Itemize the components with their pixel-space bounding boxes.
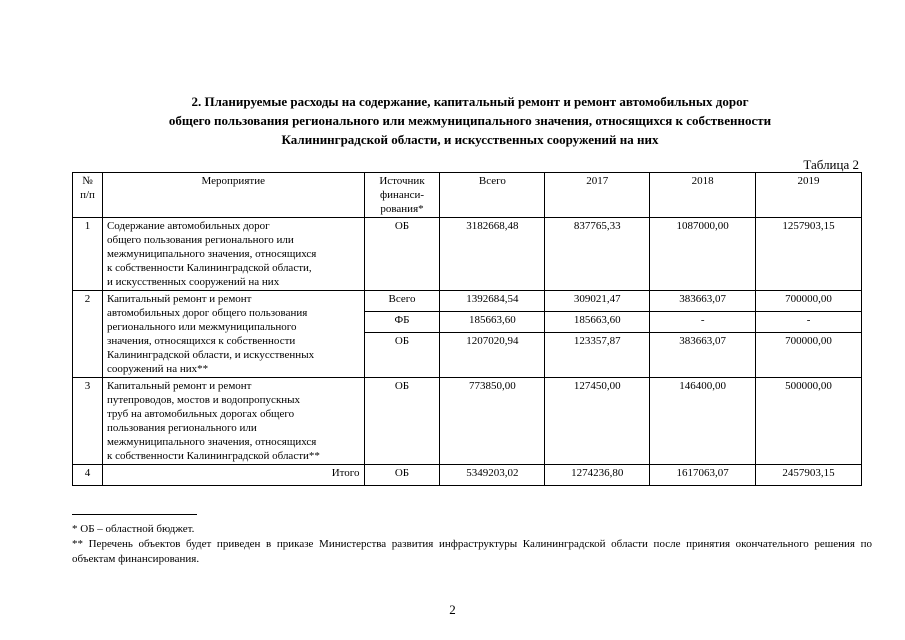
header-event-text: Мероприятие [201,175,265,187]
header-total [440,173,545,218]
row-2-sub-2-2019: - [756,312,862,333]
row-2-event [102,291,364,378]
header-2019 [756,173,862,218]
header-num-text: № п/п [80,175,95,201]
row-1-event [102,218,364,291]
row-3-event-text: Капитальный ремонт и ремонт путепроводов, мостов и водопропускных труб на автомобильных дорогах общего пользования регионального или межмуниципального значения, относящихся к собственности Калининградской области** [106,380,320,462]
document-title [70,92,870,149]
title-line-1: 2. Планируемые расходы на содержание, капитальный ремонт и ремонт автомобильных дорог [191,94,749,109]
table-row [73,378,862,465]
row-1-2017: 837765,33 [545,218,650,291]
row-4-2017: 1274236,80 [545,465,650,486]
header-event [102,173,364,218]
row-2-sub-1-total: 1392684,54 [440,291,545,312]
table-header-row [73,173,862,218]
row-1-2019: 1257903,15 [756,218,862,291]
row-4-source: ОБ [364,465,440,486]
row-1-num: 1 [73,218,103,291]
row-2-sub-1-2019: 700000,00 [756,291,862,312]
title-line-2: общего пользования регионального или межмуниципального значения, относящихся к собственности [168,113,772,128]
row-4-2019: 2457903,15 [756,465,862,486]
footnote-separator [72,514,197,515]
header-num [73,173,103,218]
header-total-text: Всего [478,175,506,187]
header-source [364,173,440,218]
row-2-sub-2-2017: 185663,60 [545,312,650,333]
row-1-source: ОБ [364,218,440,291]
row-2-sub-3-source: ОБ [364,333,440,378]
table-row [73,218,862,291]
row-2-sub-2-source: ФБ [364,312,440,333]
table-row [73,291,862,312]
row-2-num: 2 [73,291,103,378]
row-2-sub-3-2018: 383663,07 [650,333,756,378]
footnote-2: ** Перечень объектов будет приведен в приказе Министерства развития инфраструктуры Калининградской области после принятия окончательного решения по объектам финансирования. [72,538,872,565]
row-2-sub-1-2017: 309021,47 [545,291,650,312]
row-2-sub-2-2018: - [650,312,756,333]
row-3-total: 773850,00 [440,378,545,465]
row-3-source: ОБ [364,378,440,465]
row-2-sub-1-source: Всего [364,291,440,312]
page-number: 2 [449,602,456,617]
row-3-2019: 500000,00 [756,378,862,465]
row-2-event-text: Капитальный ремонт и ремонт автомобильных дорог общего пользования регионального или межмуниципального значения, относящихся к собственности Калининградской области, и искусственных сооружений на них** [106,293,315,375]
footnotes [72,522,872,567]
row-4-num: 4 [73,465,103,486]
title-line-3: Калининградской области, и искусственных сооружений на них [281,132,659,147]
row-4-total: 5349203,02 [440,465,545,486]
row-2-sub-2-total: 185663,60 [440,312,545,333]
header-2017 [545,173,650,218]
footnote-1: * ОБ – областной бюджет. [72,523,195,535]
row-2-sub-1-2018: 383663,07 [650,291,756,312]
row-4-event: Итого [102,465,364,486]
header-2019-text: 2019 [797,175,820,187]
header-2017-text: 2017 [586,175,609,187]
header-2018 [650,173,756,218]
expenses-table [72,172,862,486]
row-3-2018: 146400,00 [650,378,756,465]
row-2-sub-3-total: 1207020,94 [440,333,545,378]
row-3-num: 3 [73,378,103,465]
row-1-2018: 1087000,00 [650,218,756,291]
row-4-2018: 1617063,07 [650,465,756,486]
header-2018-text: 2018 [691,175,714,187]
row-2-sub-3-2017: 123357,87 [545,333,650,378]
row-3-event [102,378,364,465]
row-3-2017: 127450,00 [545,378,650,465]
header-source-text: Источник финанси- рования* [379,175,425,215]
row-2-sub-3-2019: 700000,00 [756,333,862,378]
row-1-event-text: Содержание автомобильных дорог общего пользования регионального или межмуниципального значения, относящихся к собственности Калининградской области, и искусственных сооружений на них [106,220,317,288]
table-row-total [73,465,862,486]
table-caption: Таблица 2 [803,157,859,172]
row-1-total: 3182668,48 [440,218,545,291]
